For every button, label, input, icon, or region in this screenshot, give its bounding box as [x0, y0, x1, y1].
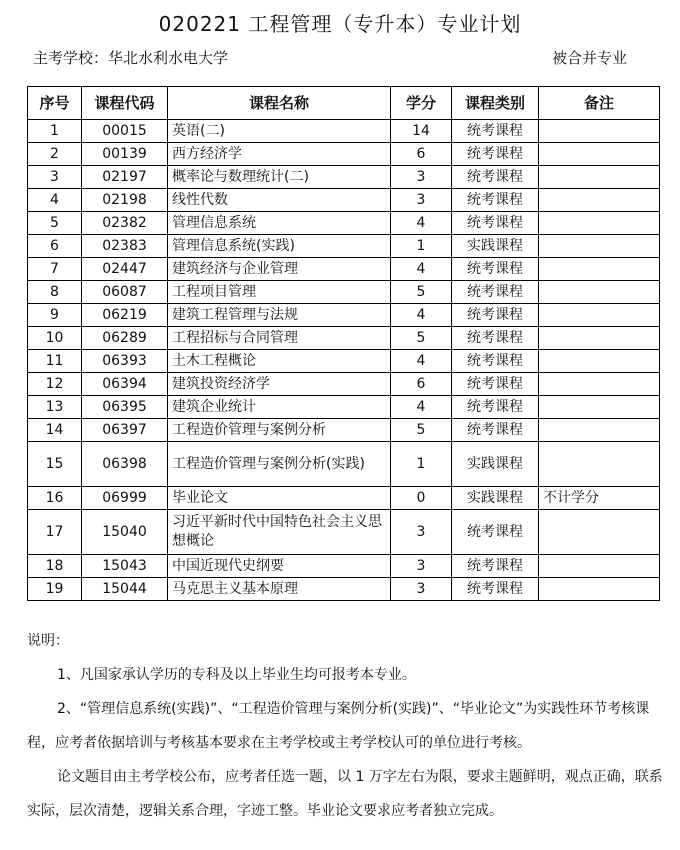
header-code: 课程代码: [82, 87, 168, 120]
cell-code: 02447: [82, 258, 168, 281]
cell-code: 15043: [82, 555, 168, 578]
cell-credit: 4: [391, 396, 452, 419]
table-row: [28, 120, 660, 143]
cell-note: [539, 258, 660, 281]
cell-no: 9: [28, 304, 82, 327]
cell-no: 12: [28, 373, 82, 396]
cell-code: 06398: [82, 442, 168, 487]
cell-note: [539, 212, 660, 235]
cell-credit: 4: [391, 212, 452, 235]
table-row: [28, 442, 660, 487]
cell-name: 工程造价管理与案例分析: [168, 419, 391, 442]
cell-note: [539, 350, 660, 373]
cell-type: 统考课程: [452, 578, 539, 601]
cell-no: 2: [28, 143, 82, 166]
page-title: 020221 工程管理（专升本）专业计划: [158, 12, 522, 36]
host-school: 主考学校：华北水利水电大学: [33, 49, 229, 67]
table-row: [28, 235, 660, 258]
cell-type: 统考课程: [452, 120, 539, 143]
cell-no: 7: [28, 258, 82, 281]
cell-note: [539, 304, 660, 327]
cell-credit: 4: [391, 258, 452, 281]
cell-type: 统考课程: [452, 373, 539, 396]
cell-no: 8: [28, 281, 82, 304]
cell-name: 线性代数: [168, 189, 391, 212]
cell-note: [539, 396, 660, 419]
cell-code: 02382: [82, 212, 168, 235]
cell-credit: 3: [391, 578, 452, 601]
notes-heading: 说明：: [27, 633, 69, 649]
header-type: 课程类别: [452, 87, 539, 120]
cell-no: 16: [28, 487, 82, 510]
cell-no: 17: [28, 510, 82, 555]
cell-no: 5: [28, 212, 82, 235]
cell-name: 马克思主义基本原理: [168, 578, 391, 601]
cell-type: 统考课程: [452, 555, 539, 578]
table-row: [28, 304, 660, 327]
cell-no: 14: [28, 419, 82, 442]
table-row: [28, 578, 660, 601]
cell-code: 15044: [82, 578, 168, 601]
cell-type: 统考课程: [452, 189, 539, 212]
cell-no: 10: [28, 327, 82, 350]
cell-note: [539, 235, 660, 258]
cell-note: [539, 419, 660, 442]
cell-code: 00139: [82, 143, 168, 166]
cell-no: 19: [28, 578, 82, 601]
cell-type: 统考课程: [452, 212, 539, 235]
cell-credit: 5: [391, 419, 452, 442]
cell-type: 实践课程: [452, 487, 539, 510]
cell-type: 统考课程: [452, 166, 539, 189]
cell-credit: 1: [391, 442, 452, 487]
cell-type: 实践课程: [452, 442, 539, 487]
cell-name: 毕业论文: [168, 487, 391, 510]
cell-credit: 5: [391, 281, 452, 304]
cell-credit: 4: [391, 304, 452, 327]
table-row: [28, 327, 660, 350]
cell-note: [539, 510, 660, 555]
cell-no: 15: [28, 442, 82, 487]
cell-no: 11: [28, 350, 82, 373]
cell-no: 6: [28, 235, 82, 258]
note-item-3: 论文题目由主考学校公布，应考者任选一题，以 1 万字左右为限，要求主题鲜明，观点正确，联系实际，层次清楚，逻辑关系合理，字迹工整。毕业论文要求应考者独立完成。: [27, 769, 663, 819]
table-row: [28, 166, 660, 189]
note-item-2: 2、“管理信息系统(实践)”、“工程造价管理与案例分析(实践)”、“毕业论文”为实践性环节考核课程，应考者依据培训与考核基本要求在主考学校或主考学校认可的单位进行考核。: [27, 701, 650, 751]
course-plan-table: [27, 86, 660, 601]
table-row: [28, 373, 660, 396]
cell-no: 13: [28, 396, 82, 419]
cell-note: [539, 189, 660, 212]
table-row: [28, 258, 660, 281]
cell-name: 英语(二): [168, 120, 391, 143]
cell-credit: 0: [391, 487, 452, 510]
header-note: 备注: [539, 87, 660, 120]
cell-name: 工程项目管理: [168, 281, 391, 304]
cell-note: [539, 373, 660, 396]
cell-type: 统考课程: [452, 396, 539, 419]
cell-credit: 4: [391, 350, 452, 373]
cell-credit: 3: [391, 555, 452, 578]
cell-note: [539, 166, 660, 189]
cell-code: 06393: [82, 350, 168, 373]
table-row: [28, 212, 660, 235]
cell-no: 4: [28, 189, 82, 212]
cell-name: 中国近现代史纲要: [168, 555, 391, 578]
cell-note: [539, 281, 660, 304]
cell-credit: 5: [391, 327, 452, 350]
cell-name: 工程招标与合同管理: [168, 327, 391, 350]
cell-name: 建筑投资经济学: [168, 373, 391, 396]
table-row: [28, 487, 660, 510]
cell-name: 管理信息系统(实践): [168, 235, 391, 258]
header-no: 序号: [28, 87, 82, 120]
cell-type: 统考课程: [452, 419, 539, 442]
table-row: [28, 555, 660, 578]
cell-no: 3: [28, 166, 82, 189]
cell-type: 统考课程: [452, 304, 539, 327]
cell-name: 建筑经济与企业管理: [168, 258, 391, 281]
cell-no: 1: [28, 120, 82, 143]
cell-name: 工程造价管理与案例分析(实践): [168, 442, 391, 487]
note-item-1: 1、凡国家承认学历的专科及以上毕业生均可报考本专业。: [57, 667, 416, 683]
cell-type: 统考课程: [452, 327, 539, 350]
cell-type: 统考课程: [452, 350, 539, 373]
cell-credit: 6: [391, 143, 452, 166]
cell-name: 习近平新时代中国特色社会主义思想概论: [168, 510, 391, 555]
cell-no: 18: [28, 555, 82, 578]
cell-credit: 14: [391, 120, 452, 143]
table-row: [28, 143, 660, 166]
cell-code: 06395: [82, 396, 168, 419]
table-row: [28, 510, 660, 555]
cell-note: [539, 442, 660, 487]
cell-code: 06999: [82, 487, 168, 510]
table-row: [28, 189, 660, 212]
cell-note: [539, 143, 660, 166]
cell-name: 建筑工程管理与法规: [168, 304, 391, 327]
merged-major-label: 被合并专业: [552, 49, 628, 67]
cell-code: 00015: [82, 120, 168, 143]
cell-name: 管理信息系统: [168, 212, 391, 235]
cell-note: [539, 578, 660, 601]
cell-name: 概率论与数理统计(二): [168, 166, 391, 189]
table-row: [28, 396, 660, 419]
cell-type: 统考课程: [452, 510, 539, 555]
cell-note: [539, 120, 660, 143]
cell-type: 统考课程: [452, 143, 539, 166]
cell-code: 02383: [82, 235, 168, 258]
cell-name: 建筑企业统计: [168, 396, 391, 419]
cell-code: 15040: [82, 510, 168, 555]
cell-credit: 3: [391, 166, 452, 189]
cell-type: 统考课程: [452, 258, 539, 281]
cell-type: 实践课程: [452, 235, 539, 258]
header-name: 课程名称: [168, 87, 391, 120]
table-row: [28, 281, 660, 304]
cell-credit: 3: [391, 510, 452, 555]
cell-name: 西方经济学: [168, 143, 391, 166]
cell-code: 06219: [82, 304, 168, 327]
cell-code: 06087: [82, 281, 168, 304]
cell-name: 土木工程概论: [168, 350, 391, 373]
table-row: [28, 419, 660, 442]
cell-credit: 1: [391, 235, 452, 258]
cell-type: 统考课程: [452, 281, 539, 304]
cell-code: 02198: [82, 189, 168, 212]
cell-code: 06397: [82, 419, 168, 442]
cell-note: 不计学分: [539, 487, 660, 510]
cell-note: [539, 327, 660, 350]
cell-credit: 6: [391, 373, 452, 396]
cell-code: 06394: [82, 373, 168, 396]
header-credit: 学分: [391, 87, 452, 120]
notes-section: [27, 624, 667, 828]
cell-code: 06289: [82, 327, 168, 350]
table-header-row: [28, 87, 660, 120]
cell-code: 02197: [82, 166, 168, 189]
cell-note: [539, 555, 660, 578]
cell-credit: 3: [391, 189, 452, 212]
table-row: [28, 350, 660, 373]
